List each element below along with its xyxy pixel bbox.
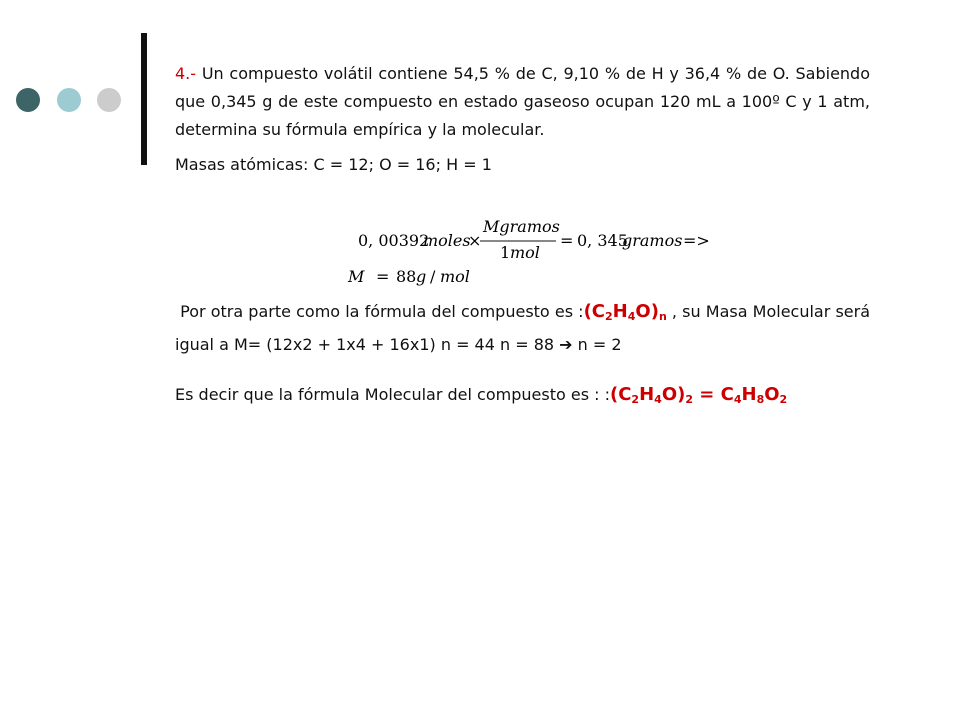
decorative-dot-teal	[57, 88, 81, 112]
eq-fraction-denominator-number: 1	[500, 243, 511, 262]
formula-c: (C	[583, 301, 606, 322]
eq-line2-slash: /	[430, 267, 436, 286]
mf-open: (C	[609, 384, 632, 405]
mf-sub-outer: 2	[685, 393, 693, 406]
eq-line2-unit-mol: mol	[440, 267, 470, 286]
mf2-h: H	[741, 384, 757, 405]
molecular-mass-paragraph	[175, 298, 870, 359]
conclusion-paragraph	[175, 381, 870, 414]
empirical-formula	[584, 301, 667, 322]
eq-fraction-denominator-unit: mol	[510, 243, 540, 262]
eq-moles-word: moles	[423, 231, 471, 250]
problem-block	[175, 60, 870, 179]
eq-implies-sign: =>	[683, 231, 710, 250]
eq-gramos-word: gramos	[622, 231, 683, 250]
para2-mid: , su Masa Molecular será igual a M= (12x2 + 1x4 + 16x1) n = 44 n = 88	[175, 302, 871, 354]
mf2-c: C	[720, 384, 734, 405]
mf2-sub-8: 8	[756, 393, 765, 406]
molecular-formula	[610, 384, 787, 405]
decorative-dot-dark	[16, 88, 40, 112]
formula-o: O)	[635, 301, 659, 322]
equation-svg	[340, 210, 730, 290]
eq-fraction-numerator: Mgramos	[483, 217, 560, 236]
mf2-sub-2: 2	[779, 393, 788, 406]
problem-number: 4.-	[175, 64, 197, 83]
para2-end: n = 2	[572, 335, 622, 354]
formula-sub-2: 2	[605, 310, 613, 323]
mf-h: H	[639, 384, 655, 405]
eq-line2-equals: =	[376, 267, 390, 286]
eq-lead-number: 0, 00392	[358, 231, 430, 250]
para2-intro: Por otra parte como la fórmula del compuesto es :	[180, 302, 584, 321]
decorative-vertical-bar	[141, 33, 147, 165]
eq-rhs-number: 0, 345	[577, 231, 628, 250]
para3-intro: Es decir que la fórmula Molecular del compuesto es : :	[175, 385, 610, 404]
mf2-o: O	[764, 384, 780, 405]
mf-sub-2: 2	[631, 393, 640, 406]
eq-equals-sign: =	[560, 231, 574, 250]
atomic-masses: Masas atómicas: C = 12; O = 16; H = 1	[175, 155, 492, 174]
mf-sub-4: 4	[654, 393, 662, 406]
problem-text: Un compuesto volátil contiene 54,5 % de C, 9,10 % de H y 36,4 % de O. Sabiendo que 0,345 g de este compuesto en estado gaseoso ocupan 120 mL a 100º C y 1 atm, determina su fórmula empírica y la molecular.	[175, 64, 870, 139]
mf-equals: =	[693, 384, 721, 405]
formula-sub-n: n	[658, 310, 667, 323]
formula-h: H	[612, 301, 628, 322]
eq-line2-unit-g: g	[416, 267, 427, 286]
mf-close: O)	[661, 384, 686, 405]
eq-line2-value: 88	[396, 267, 417, 286]
decorative-dot-gray	[97, 88, 121, 112]
arrow-icon: ➔	[559, 335, 573, 354]
problem-statement	[175, 60, 870, 144]
mf2-sub-4: 4	[733, 393, 742, 406]
molar-mass-equation	[340, 210, 730, 290]
eq-molar-mass-symbol: M	[348, 267, 365, 286]
eq-times-sign: ×	[468, 231, 482, 250]
formula-sub-4: 4	[627, 310, 636, 323]
